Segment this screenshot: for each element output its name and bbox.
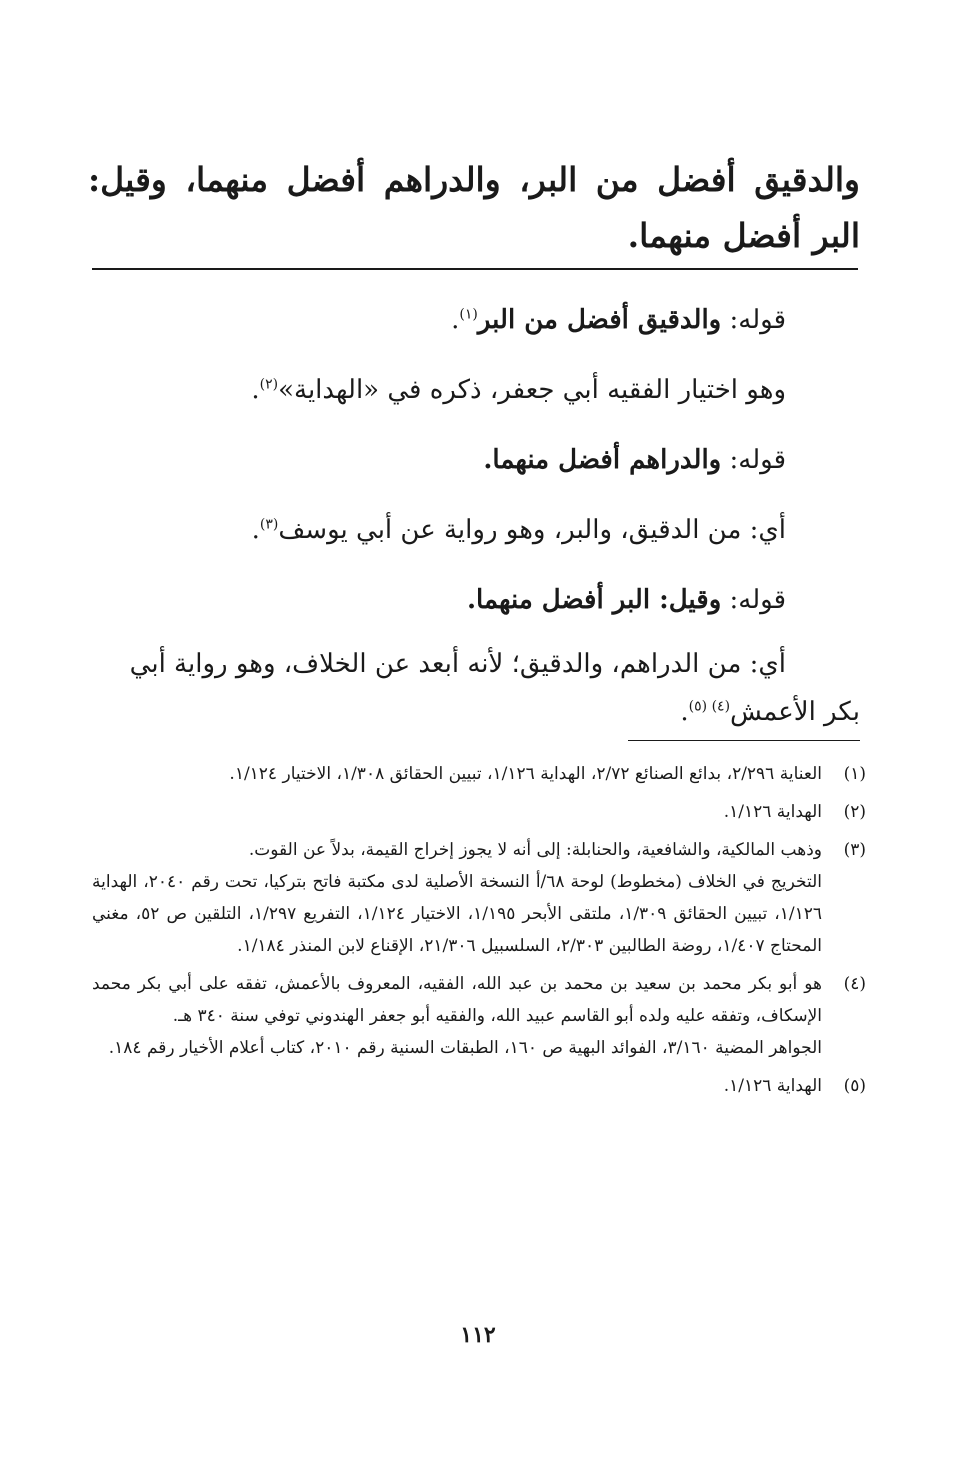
footnote-text: الهداية ١/١٢٦. [723, 1076, 822, 1096]
footnote-marker: (٢) [259, 376, 279, 393]
footnote-marker: (٤) (٥) [688, 698, 731, 715]
footnote-number: (٥) [843, 1076, 866, 1096]
qawluh-label: قوله: [729, 305, 786, 335]
commentary-paragraph-2 [88, 364, 860, 416]
footnote-3 [92, 834, 866, 962]
footnote-marker: (١) [459, 306, 478, 323]
footnote-5 [92, 1070, 866, 1102]
quoted-matn: والدقيق أفضل من البر [477, 305, 722, 335]
matn-separator-rule [92, 268, 858, 270]
page-number: ١١٢ [460, 1322, 496, 1348]
paragraph-end: . [251, 375, 260, 405]
quoted-matn: وقيل: البر أفضل منهما. [466, 585, 722, 615]
paragraph-end: . [251, 515, 260, 545]
commentary-paragraph-4 [88, 504, 860, 556]
footnote-marker: (٣) [259, 516, 279, 533]
footnote-text: العناية ٢/٢٩٦، بدائع الصنائع ٢/٧٢، الهداية ١/١٢٦، تبيين الحقائق ١/٣٠٨، الاختيار ١/١٢٤. [229, 764, 822, 784]
footnote-1 [92, 758, 866, 790]
footnote-text: وذهب المالكية، والشافعية، والحنابلة: إلى أنه لا يجوز إخراج القيمة، بدلاً عن القوت. [248, 840, 822, 860]
commentary-text: وهو اختيار الفقيه أبي جعفر، ذكره في «الهداية» [278, 375, 786, 405]
qawluh-label: قوله: [729, 585, 786, 615]
commentary-text: أي: من الدقيق، والبر، وهو رواية عن أبي يوسف [278, 515, 786, 545]
commentary-text: أي: من الدراهم، والدقيق؛ لأنه أبعد عن الخلاف، وهو رواية أبي بكر الأعمش [129, 649, 860, 727]
footnotes-separator-rule [628, 740, 860, 741]
commentary-block [88, 288, 860, 736]
footnote-number: (٤) [843, 974, 866, 994]
footnote-4 [92, 968, 866, 1064]
footnote-text: الجواهر المضية ٣/١٦٠، الفوائد البهية ص ١٦٠، الطبقات السنية رقم ٢٠١٠، كتاب أعلام الأخيار رقم ١٨٤. [108, 1038, 822, 1058]
footnotes-block [92, 758, 866, 1108]
footnote-number: (١) [843, 764, 866, 784]
quoted-matn: والدراهم أفضل منهما. [483, 445, 722, 475]
commentary-paragraph-6 [88, 640, 860, 736]
footnote-2 [92, 796, 866, 828]
paragraph-end: . [680, 697, 689, 727]
footnote-number: (٣) [843, 840, 866, 860]
commentary-paragraph-5 [88, 574, 860, 626]
qawluh-label: قوله: [729, 445, 786, 475]
matn-text: والدقيق أفضل من البر، والدراهم أفضل منهما، وقيل: البر أفضل منهما. [88, 160, 860, 255]
commentary-paragraph-3 [88, 434, 860, 486]
footnote-text: التخريج في الخلاف (مخطوط) لوحة ٦٨/أ النسخة الأصلية لدى مكتبة فاتح بتركيا، تحت رقم ٢٠٤٠، الهداية ١/١٢٦، تبيين الحقائق ١/٣٠٩، ملتقى الأبحر ١/١٩٥، الاختيار ١/١٢٤، التفريع ١/٢٩٧، التلقين ص ٥٢، مغني المحتاج ١/٤٠٧، روضة الطالبين ٢/٣٠٣، السلسبيل ٢١/٣٠٦، الإقناع لابن المنذر ١/١٨٤. [92, 872, 823, 956]
footnote-text: الهداية ١/١٢٦. [723, 802, 822, 822]
commentary-paragraph-1 [88, 294, 860, 346]
paragraph-end: . [451, 305, 460, 335]
footnote-number: (٢) [843, 802, 866, 822]
footnote-text: هو أبو بكر محمد بن سعيد بن محمد بن عبد الله، الفقيه، المعروف بالأعمش، تفقه على أبي بكر محمد الإسكاف، وتفقه عليه ولده أبو القاسم عبيد الله، والفقيه أبو جعفر الهندوني توفي سنة ٣٤٠ هـ. [92, 974, 822, 1026]
